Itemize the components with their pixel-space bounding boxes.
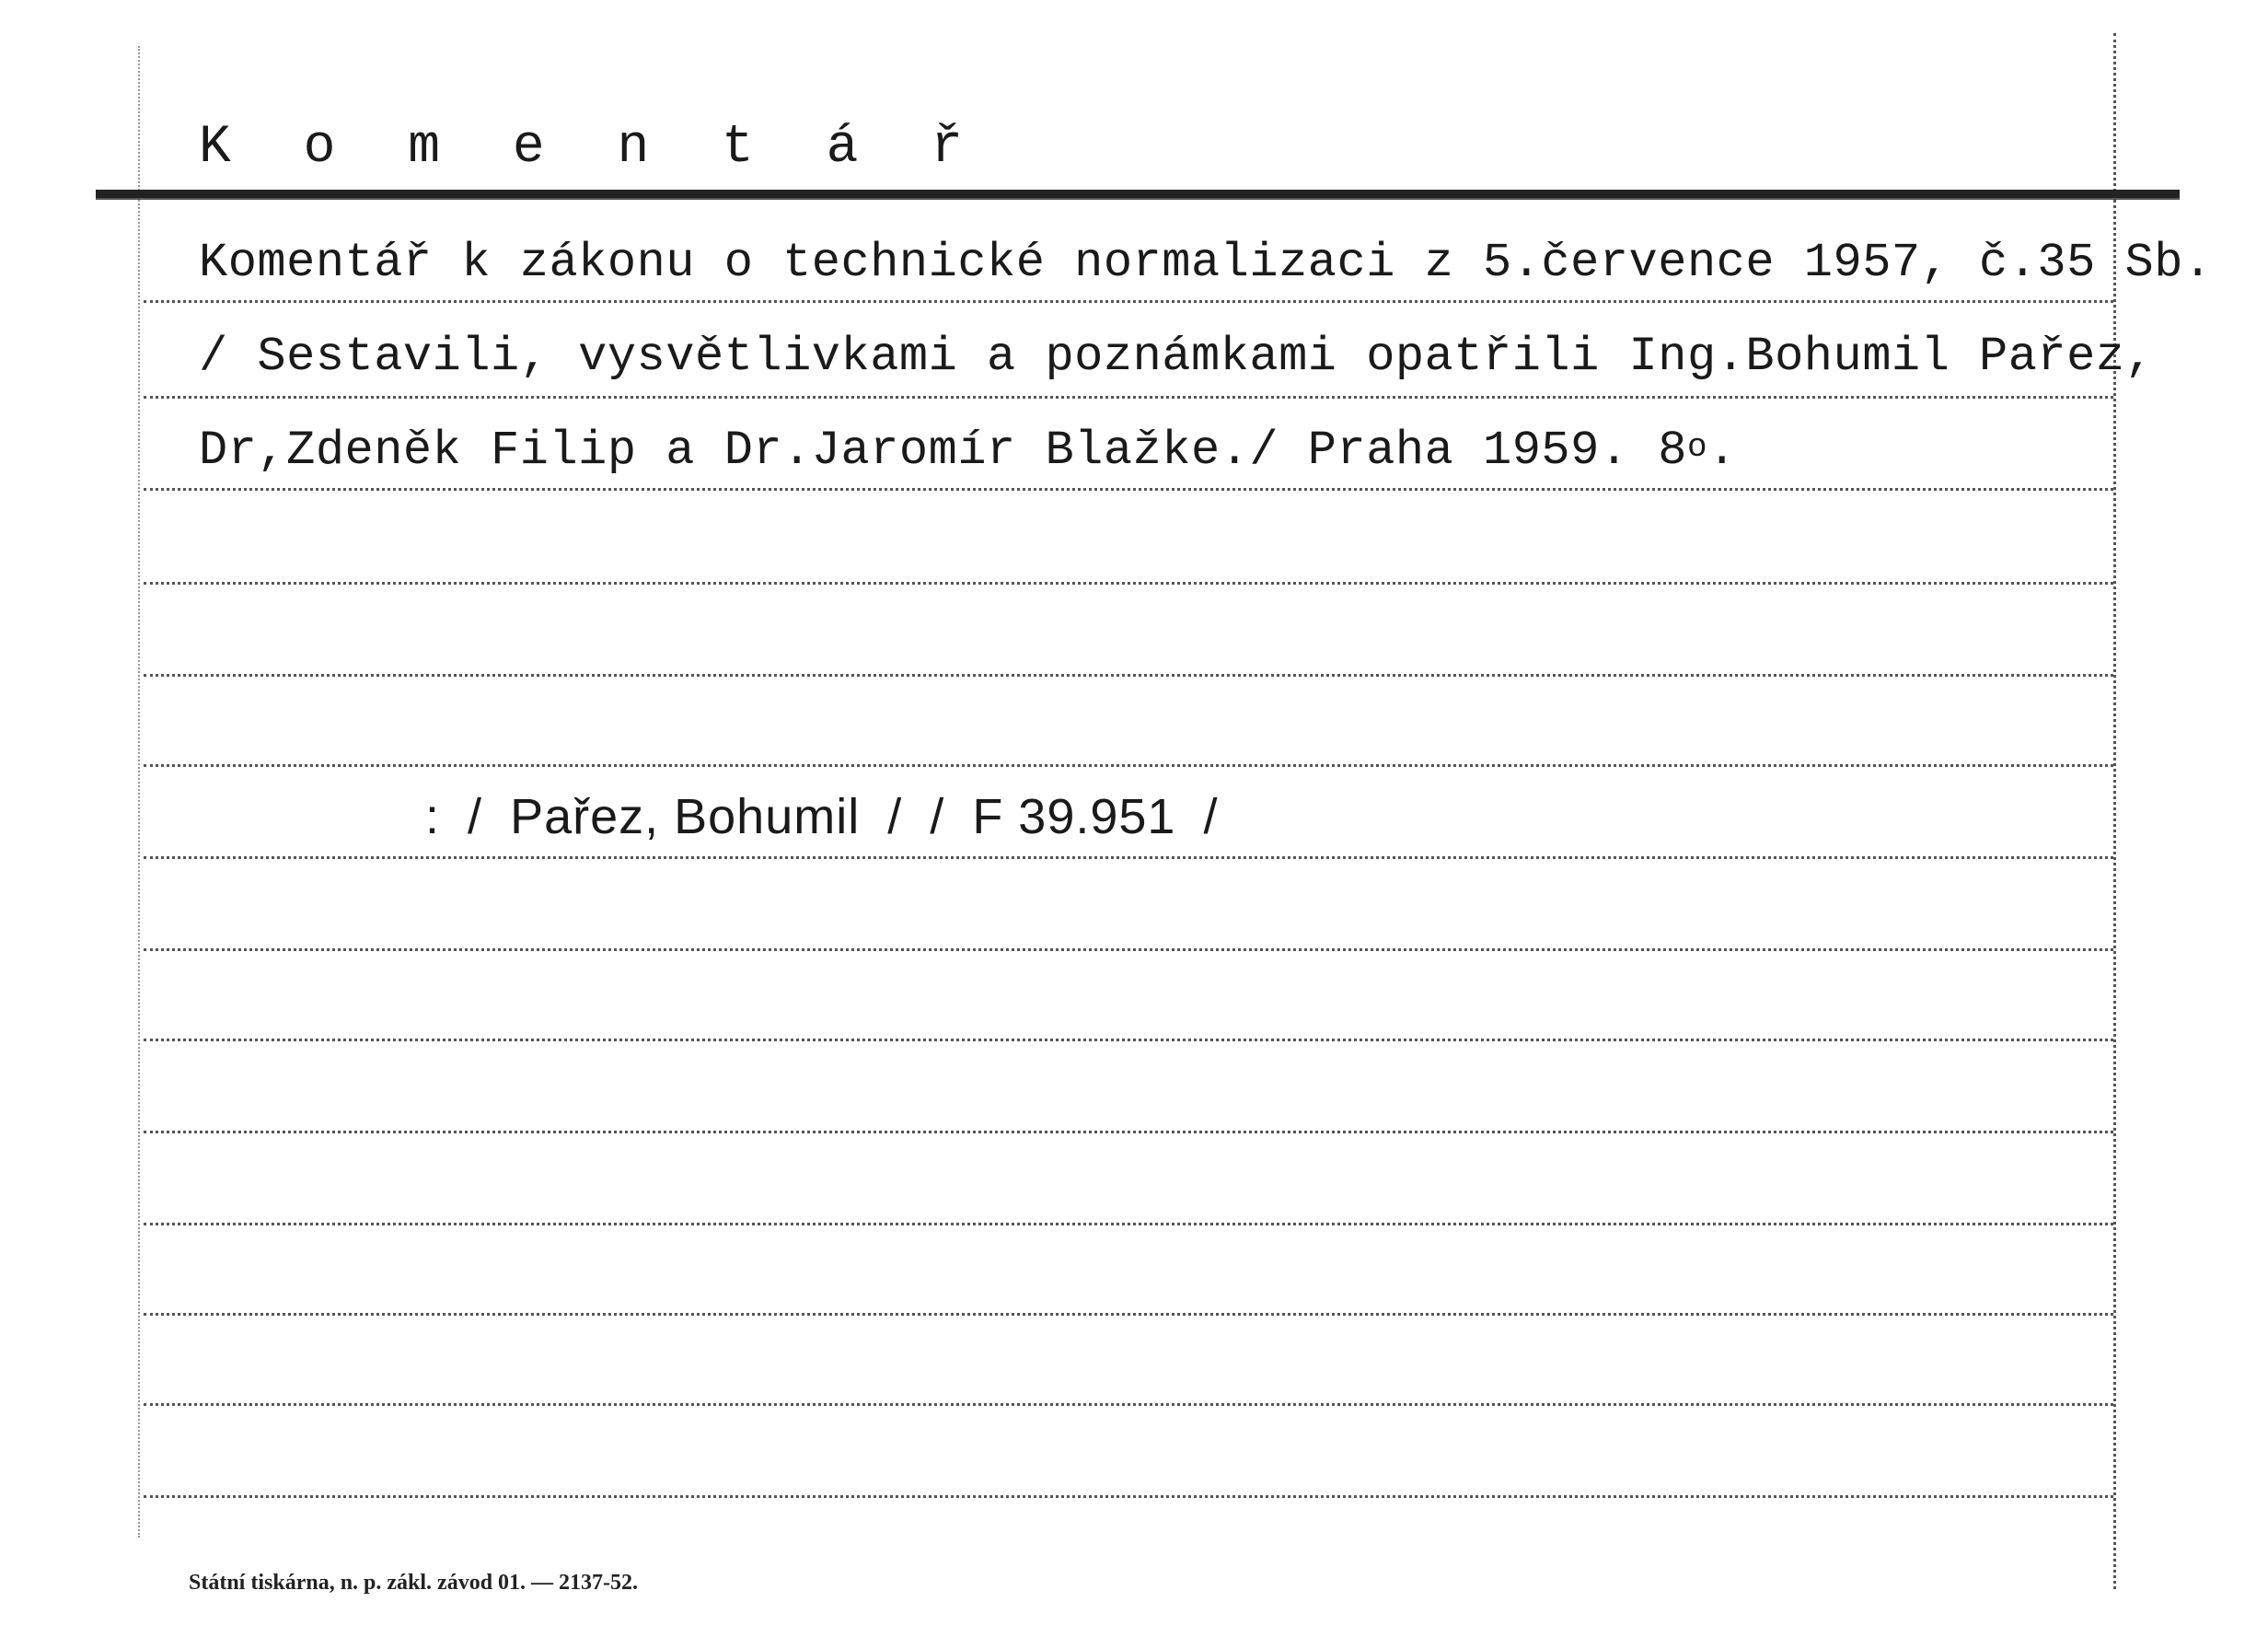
ruled-line [144,1403,2113,1406]
entry-line-2: / Sestavili, vysvětlivkami a poznámkami opatřili Ing.Bohumil Pařez, [199,330,2155,384]
ruled-line [144,764,2113,767]
tracing-separator: / [1203,789,1219,844]
card-heading: K o m e n t á ř [199,118,984,178]
ruled-line [144,300,2113,303]
entry-line-3-text: Dr,Zdeněk Filip a Dr.Jaromír Blažke./ Praha 1959. 8 [199,424,1687,478]
ruled-line [144,582,2113,585]
ruled-line [144,396,2113,399]
tracing-separator: / [468,789,483,844]
tracing-author: Pařez, Bohumil [510,789,861,844]
ruled-line [144,674,2113,677]
heading-rule [96,190,2180,200]
ruled-line [144,1223,2113,1225]
tracing-line [425,788,1232,845]
shelf-signature: F 39.951 [972,789,1176,844]
tracing-separator: / [887,789,903,844]
ruled-line [144,948,2113,951]
ruled-line [144,1313,2113,1316]
printer-imprint: Státní tiskárna, n. p. zákl. závod 01. — 2137-52. [189,1571,639,1595]
format-superscript: o [1686,428,1708,466]
tracing-separator: / [930,789,945,844]
ruled-line [144,1131,2113,1133]
entry-line-1: Komentář k zákonu o technické normalizaci z 5.července 1957, č.35 Sb. [199,236,2213,290]
format-period: . [1707,424,1737,478]
entry-line-3 [199,424,1737,478]
ruled-line [144,1495,2113,1498]
ruled-line [144,1039,2113,1041]
left-margin-line [138,46,140,1538]
ruled-line [144,488,2113,491]
tracing-separator: : [425,789,441,844]
ruled-line [144,856,2113,859]
